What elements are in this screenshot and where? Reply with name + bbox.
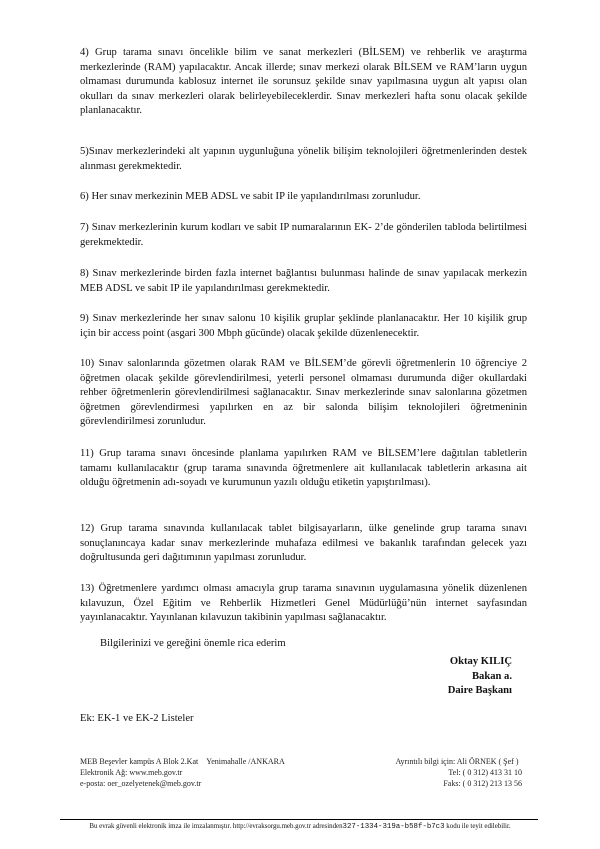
paragraph-8: 8) Sınav merkezlerinde birden fazla internet bağlantısı bulunması halinde de sınav yapılacak merkezin MEB ADSL ve sabit IP ile yapılandırılması gerekmektedir. (80, 268, 527, 294)
paragraph-11: 11) Grup tarama sınavı öncesinde planlama yapılırken RAM ve BİLSEM’lere dağıtılan tabletlerin tamamı kullanılacaktır (grup tarama sınavında öğretmenlere ait kullanılacak tabletlerin arkasına ait olduğu öğretmenin adı-soyadı ve kurumunun yazılı olduğu etiketin yapıştırılması). (80, 448, 527, 489)
paragraph-13: 13) Öğretmenlere yardımcı olması amacıyla grup tarama sınavının uygulamasına yönelik düzenlenen kılavuzun, Özel Eğitim ve Rehberlik Hizmetleri Genel Müdürlüğü’nün internet sayfasından yayınlanacaktır. Yayınlanan kılavuzun takibinin yapılması sağlanacaktır. (80, 583, 527, 624)
verification-prefix: Bu evrak güvenli elektronik imza ile imzalanmıştır. http://evraksorgu.meb.gov.tr adresinden (89, 823, 343, 830)
paragraph-7: 7) Sınav merkezlerinin kurum kodları ve sabit IP numaralarının EK- 2’de gönderilen tabloda belirtilmesi gerekmektedir. (80, 222, 527, 248)
paragraph-4: 4) Grup tarama sınavı öncelikle bilim ve sanat merkezleri (BİLSEM) ve rehberlik ve araştırma merkezlerinde (RAM) yapılacaktır. Ancak illerde; sınav merkezi olarak BİLSEM ve RAM’ların uygun olmaması durumunda kablosuz internet ile sorunsuz şekilde sınav yapılmasına uygun alt yapısı olan okulları da sınav merkezleri olarak belirleyebileceklerdir. Sınav merkezleri hafta sonu olacak şekilde planlanacaktır. (80, 47, 527, 117)
paragraph-10: 10) Sınav salonlarında gözetmen olarak RAM ve BİLSEM’de görevli öğretmenlerin 10 öğrenciye 2 öğretmen olacak şekilde görevlendirilmesi, yeterli personel olmaması durumunda diğer okullardaki rehber öğretmenlerin görevlendirilmesi sağlanacaktır. Sınav merkezlerinde sınav salonlarına gözetmen öğretmen görevlendirmesi yapılırken en az bir salonda bilişim teknolojileri öğretmeninin görevlendirilmesi zorunludur. (80, 358, 527, 428)
footer-address: MEB Beşevler kampüs A Blok 2.Kat (80, 757, 199, 766)
signer-on-behalf: Bakan a. (471, 670, 512, 682)
paragraph-12: 12) Grup tarama sınavında kullanılacak tablet bilgisayarların, ülke genelinde grup tarama sınavı sonuçlanıncaya kadar sınav merkezlerinde muhafaza edilmesi ve bakanlık tarafından gelecek yazı doğrultusunda geri dağıtımının yapılması zorunludur. (80, 523, 527, 564)
closing-line: Bilgilerinizi ve gereğini önemle rica ederim (100, 638, 286, 649)
footer-district: Yenimahalle /ANKARA (206, 757, 285, 766)
footer-contact-person: Ayrıntılı bilgi için: Ali ÖRNEK ( Şef ) (395, 757, 519, 766)
footer-tel: ( 0 312) 413 31 10 (462, 768, 522, 777)
footer-email: e-posta: oer_ozelyetenek@meb.gov.tr (80, 779, 202, 788)
paragraph-6: 6) Her sınav merkezinin MEB ADSL ve sabit IP ile yapılandırılması zorunludur. (80, 191, 421, 202)
footer-fax-label: Faks: (443, 779, 461, 788)
verification-notice (60, 822, 540, 832)
verification-code: 327-1334-319a-b58f-b7c3 (342, 823, 445, 831)
footer-fax: ( 0 312) 213 13 56 (462, 779, 522, 788)
attachments-line: Ek: EK-1 ve EK-2 Listeler (80, 713, 194, 724)
signer-name: Oktay KILIÇ (449, 656, 512, 667)
footer-contact-block (392, 756, 522, 789)
paragraph-9: 9) Sınav merkezlerinde her sınav salonu 10 kişilik gruplar şeklinde planlanacaktır. Her 10 kişilik grup için bir access point (asgari 300 Mbph gücünde) olacak şekilde düzenlenecektir. (80, 313, 527, 339)
signer-title: Daire Başkanı (447, 685, 512, 697)
paragraph-5: 5)Sınav merkezlerindeki alt yapının uygunluğuna yönelik bilişim teknolojileri öğretmenlerinden destek alınması gerekmektedir. (80, 146, 527, 172)
footer-network: Elektronik Ağ: www.meb.gov.tr (80, 768, 183, 777)
verification-suffix: kodu ile teyit edilebilir. (446, 823, 511, 830)
footer-tel-label: Tel: (448, 768, 461, 777)
footer-address-block (80, 756, 380, 789)
signature-block (400, 655, 512, 699)
